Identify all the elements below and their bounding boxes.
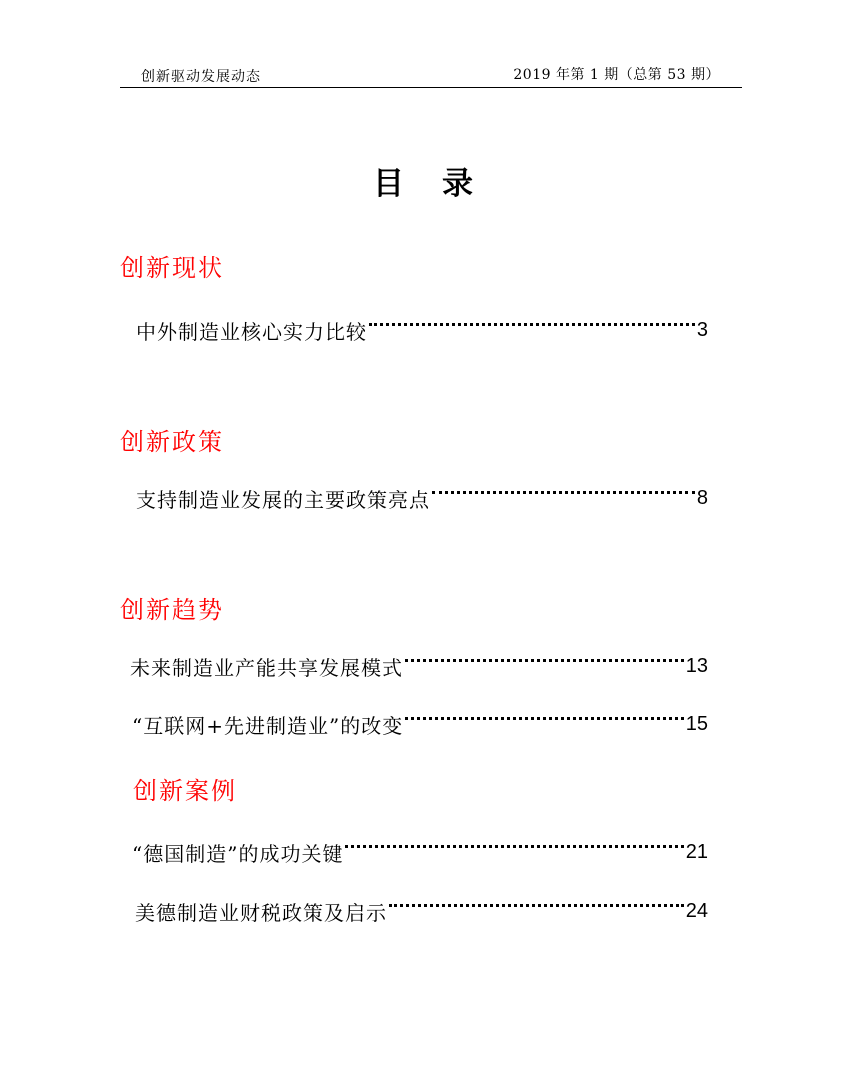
- toc-dot-leader: [432, 491, 695, 494]
- section-heading-status: 创新现状: [120, 254, 224, 282]
- toc-dot-leader: [405, 717, 684, 720]
- toc-entry[interactable]: [132, 710, 708, 738]
- section-heading-cases: 创新案例: [133, 777, 237, 805]
- issue-number: 2019 年第 1 期（总第 53 期）: [513, 67, 720, 83]
- toc-dot-leader: [369, 323, 695, 326]
- toc-entry-title: 支持制造业发展的主要政策亮点: [136, 487, 430, 512]
- toc-dot-leader: [405, 659, 684, 662]
- toc-entry-page: 21: [685, 840, 708, 863]
- toc-entry-title: 中外制造业核心实力比较: [136, 319, 367, 344]
- toc-title: 目录: [373, 166, 511, 202]
- toc-entry-page: 13: [685, 654, 708, 677]
- toc-entry[interactable]: [135, 897, 708, 925]
- toc-entry-title: 未来制造业产能共享发展模式: [130, 655, 403, 680]
- toc-entry[interactable]: [136, 316, 708, 344]
- header-divider: [120, 87, 742, 88]
- toc-entry-page: 8: [696, 486, 708, 509]
- toc-entry[interactable]: [136, 484, 708, 512]
- toc-entry[interactable]: [130, 652, 708, 680]
- toc-entry-title: “德国制造”的成功关键: [132, 841, 344, 866]
- section-heading-policy: 创新政策: [120, 428, 224, 456]
- toc-entry-page: 15: [685, 712, 708, 735]
- publication-name: 创新驱动发展动态: [141, 69, 261, 85]
- toc-entry[interactable]: [132, 838, 708, 866]
- toc-entry-page: 3: [696, 318, 708, 341]
- section-heading-trend: 创新趋势: [120, 596, 224, 624]
- toc-dot-leader: [345, 845, 683, 848]
- toc-entry-title: “互联网+先进制造业”的改变: [132, 713, 404, 738]
- toc-dot-leader: [389, 904, 684, 907]
- toc-entry-page: 24: [685, 899, 708, 922]
- toc-entry-title: 美德制造业财税政策及启示: [135, 900, 387, 925]
